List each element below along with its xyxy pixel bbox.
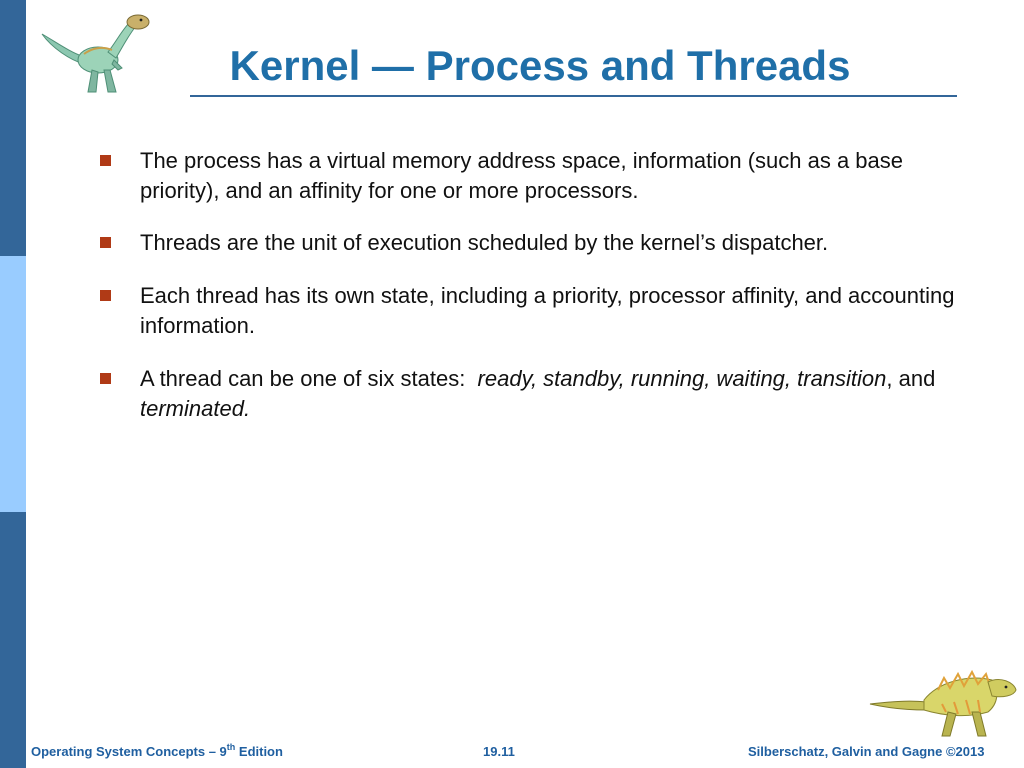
square-bullet-icon [100,155,111,166]
conjunction-text: , and [886,366,936,391]
bullet-item [100,146,960,206]
square-bullet-icon [100,373,111,384]
bullet-item [100,228,960,258]
states-italic-text: ready, standby, running, waiting, transition [477,366,887,391]
square-bullet-icon [100,290,111,301]
square-bullet-icon [100,237,111,248]
terminated-italic-text: terminated. [140,396,251,421]
footer-book-title [31,744,283,759]
bullet-text: The process has a virtual memory address space, information (such as a base priority), and an affinity for one or more processors. [140,148,904,203]
title-underline-rule [190,95,957,97]
page-number: 19.11 [483,744,515,759]
footer-copyright: Silberschatz, Galvin and Gagne ©2013 [748,744,985,759]
edition-superscript: th [226,742,236,752]
left-side-bar [0,0,26,768]
bullet-text: Threads are the unit of execution scheduled by the kernel’s dispatcher. [140,230,829,255]
footer-book-title-text: Operating System Concepts – 9 [31,744,227,759]
bullet-list [100,146,960,424]
left-bar-bottom-segment [0,512,26,768]
bullet-text-prefix: A thread can be one of six states: [140,366,478,391]
dinosaur-icon [868,660,1018,742]
bullet-item [100,364,960,424]
bullet-text: Each thread has its own state, including a priority, processor affinity, and accounting information. [140,283,955,338]
left-bar-middle-segment [0,256,26,512]
bullet-item [100,281,960,341]
footer-edition-text: Edition [235,744,283,759]
left-bar-top-segment [0,0,26,256]
slide-title: Kernel — Process and Threads [229,42,851,89]
